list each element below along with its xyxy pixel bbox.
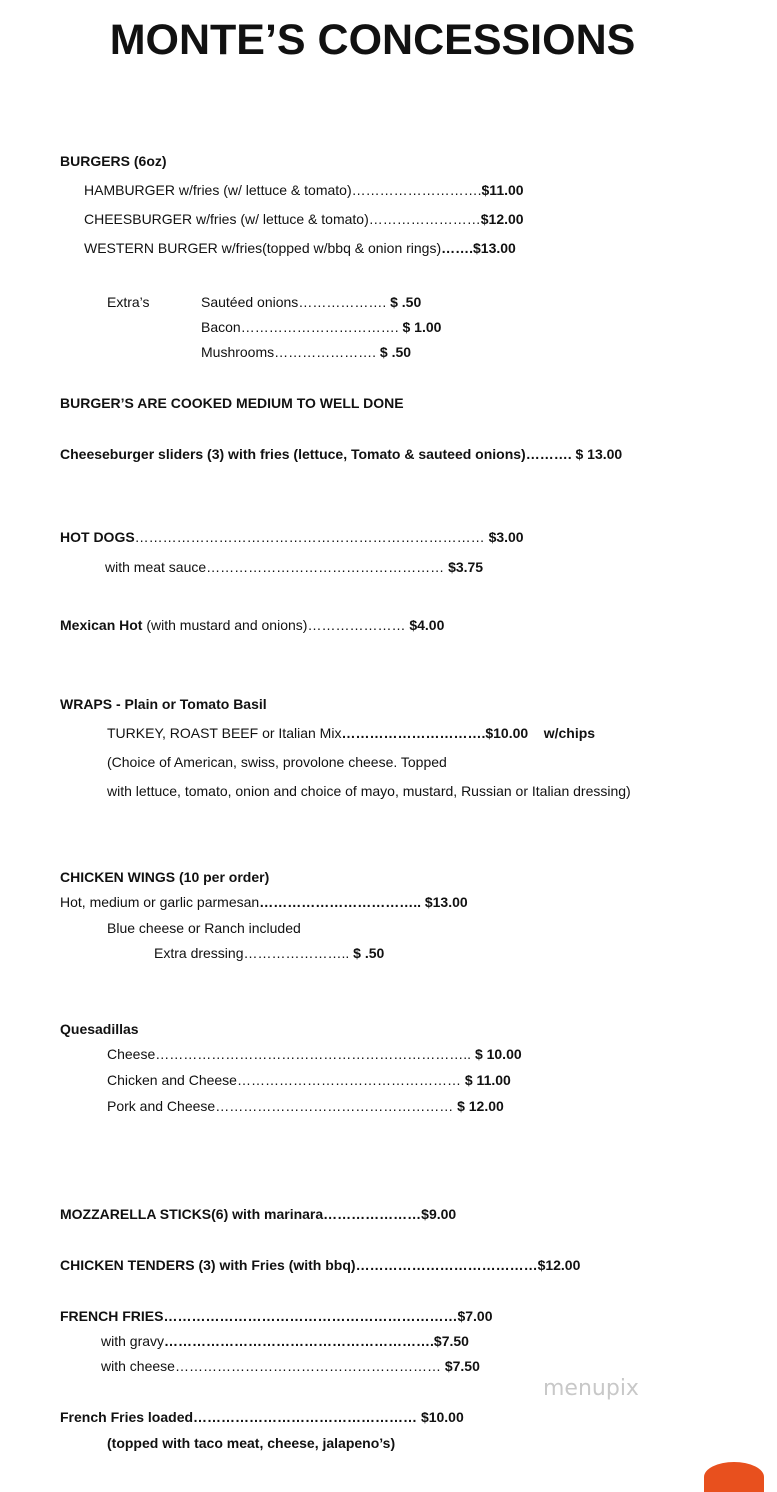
menu-item-extra-dressing: Extra dressing………………….. $ .50 xyxy=(154,945,385,961)
extras-label: Extra’s xyxy=(107,294,150,310)
menu-item-french-fries: FRENCH FRIES………………………………………………………$7.00 xyxy=(60,1308,493,1324)
loaded-fries-description: (topped with taco meat, cheese, jalapeno’s) xyxy=(107,1435,396,1451)
menu-item-pork-quesadilla: Pork and Cheese…………………………………………… $ 12.00 xyxy=(107,1098,504,1114)
extra-item-mushrooms: Mushrooms…………………. $ .50 xyxy=(201,344,412,360)
menu-item-wrap: TURKEY, ROAST BEEF or Italian Mix………………………….$10.00 w/chips xyxy=(107,725,596,741)
menu-item-sliders: Cheeseburger sliders (3) with fries (lettuce, Tomato & sauteed onions)………. $ 13.00 xyxy=(60,446,623,462)
wings-heading: CHICKEN WINGS (10 per order) xyxy=(60,869,270,885)
menupix-watermark: menupix xyxy=(543,1376,639,1401)
menu-item-fries-gravy: with gravy………………………………………………….$7.50 xyxy=(101,1333,469,1349)
menu-item-cheese-quesadilla: Cheese………………………………………………………….. $ 10.00 xyxy=(107,1046,522,1062)
wraps-heading: WRAPS - Plain or Tomato Basil xyxy=(60,696,267,712)
wraps-description-line-2: with lettuce, tomato, onion and choice of mayo, mustard, Russian or Italian dressing) xyxy=(107,783,631,799)
page-title: MONTE’S CONCESSIONS xyxy=(109,16,636,64)
menu-item-loaded-fries: French Fries loaded………………………………………… $10.00 xyxy=(60,1409,464,1425)
menu-item-cheeseburger: CHEESBURGER w/fries (w/ lettuce & tomato)……………………$12.00 xyxy=(84,211,524,227)
menu-item-fries-cheese: with cheese………………………………………………… $7.50 xyxy=(101,1358,480,1374)
wings-dressing-note: Blue cheese or Ranch included xyxy=(107,920,301,936)
extra-item-onions: Sautéed onions………………. $ .50 xyxy=(201,294,422,310)
menu-item-hamburger: HAMBURGER w/fries (w/ lettuce & tomato)……………………….$11.00 xyxy=(84,182,524,198)
quesadillas-heading: Quesadillas xyxy=(60,1021,139,1037)
menu-item-western-burger: WESTERN BURGER w/fries(topped w/bbq & onion rings)…….$13.00 xyxy=(84,240,516,256)
menu-item-mozzarella-sticks: MOZZARELLA STICKS(6) with marinara…………………$9.00 xyxy=(60,1206,457,1222)
menu-item-chicken-tenders: CHICKEN TENDERS (3) with Fries (with bbq)…………………………………$12.00 xyxy=(60,1257,581,1273)
corner-decoration xyxy=(704,1462,764,1492)
menu-item-wings: Hot, medium or garlic parmesan…………………………….. $13.00 xyxy=(60,894,468,910)
extra-item-bacon: Bacon……………………………. $ 1.00 xyxy=(201,319,442,335)
menu-item-chicken-quesadilla: Chicken and Cheese………………………………………… $ 11.00 xyxy=(107,1072,511,1088)
menu-item-mexican-hot: Mexican Hot (with mustard and onions)………………… $4.00 xyxy=(60,617,445,633)
menu-item-hot-dogs: HOT DOGS………………………………………………………………… $3.00 xyxy=(60,529,524,545)
burgers-heading: BURGERS (6oz) xyxy=(60,153,167,169)
menu-item-meat-sauce: with meat sauce…………………………………………… $3.75 xyxy=(105,559,484,575)
wraps-description-line-1: (Choice of American, swiss, provolone cheese. Topped xyxy=(107,754,447,770)
burger-cooking-note: BURGER’S ARE COOKED MEDIUM TO WELL DONE xyxy=(60,395,404,411)
